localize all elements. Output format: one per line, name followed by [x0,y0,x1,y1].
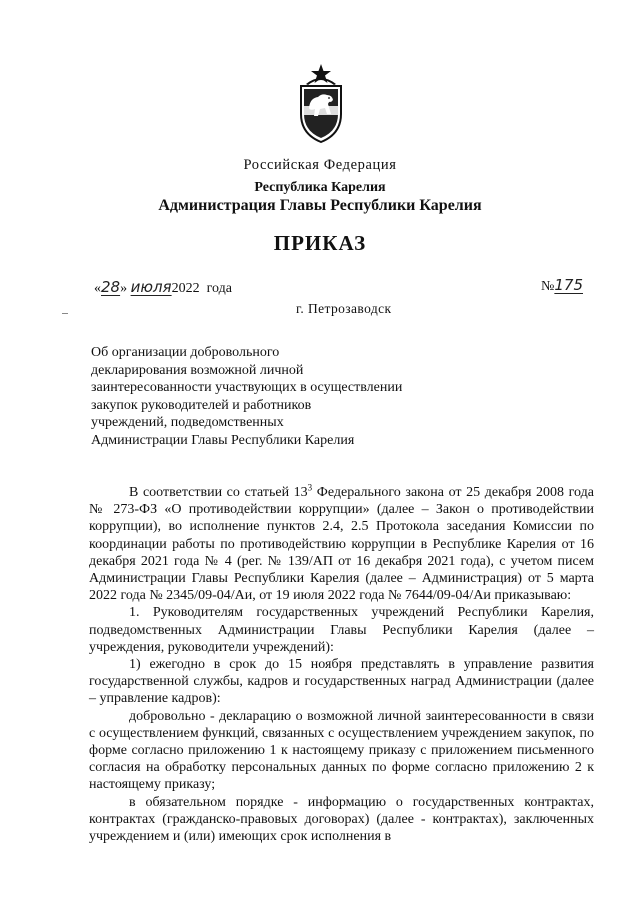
document-date [94,278,232,297]
karelia-coat-of-arms-emblem [296,62,346,144]
country-title: Российская Федерация [243,157,397,173]
paragraph-item-1: 1. Руководителям государственных учреждений Республики Карелия, подведомственных Администрации Главы Республики Карелия (далее – учреждения, руководители учреждений): [89,605,594,655]
date-year: 2022 [171,281,200,296]
document-number [541,276,583,295]
document-body [89,484,594,845]
administration-title: Администрация Главы Республики Карелия [158,197,482,214]
date-month-handwritten: июля [130,278,172,296]
document-city: г. Петрозаводск [296,301,392,316]
subject-line: учреждений, подведомственных [91,415,284,431]
subject-line: заинтересованности участвующих в осуществлении [91,380,403,396]
paragraph-mandatory-info: в обязательном порядке - информацию о государственных контрактах, контрактах (гражданско-правовых договорах) (далее - контрактах), заключенных учреждением и (или) имеющих срок исполнения в [89,794,594,845]
number-value-handwritten: 175 [554,276,583,294]
article-superscript: 3 [307,482,313,493]
republic-title: Республика Карелия [254,180,386,195]
paragraph-preamble [89,484,594,604]
document-subject [91,344,471,450]
preamble-text-rest: Федерального закона от 25 декабря 2008 года № 273-ФЗ «О противодействии коррупции» (далее – Закон о противодействии коррупции), во исполнение пунктов 2.4, 2.5 Протокола заседания Комиссии по координации работы по противодействию коррупции в Республике Карелия от 16 декабря 2021 года № 4 (рег. № 139/АП от 16 декабря 2021 года), с учетом писем Администрации Главы Республики Карелия (далее – Администрация) от 5 марта 2022 года № 2345/09-04/Аи, от 19 июля 2022 года № 7644/09-04/Аи приказываю: [89,485,594,604]
document-type-heading: ПРИКАЗ [273,231,367,255]
margin-mark [62,313,68,314]
subject-line: Администрации Главы Республики Карелия [91,432,355,448]
star-icon [306,64,336,85]
subject-line: закупок руководителей и работников [91,397,312,413]
date-close-quote: » [120,281,128,296]
date-suffix: года [206,281,232,296]
preamble-text-start: В соответствии со статьей 13 [129,485,308,500]
number-label: № [541,279,555,294]
date-day-handwritten: 28 [101,278,121,296]
subject-line: Об организации добровольного [91,345,280,360]
paragraph-voluntary-declaration: добровольно - декларацию о возможной личной заинтересованности в связи с осуществлением функций, связанных с осуществлением учреждением закупок, по форме согласно приложению 1 к настоящему приказу с приложением письменного согласия на обработку персональных данных по форме согласно приложению 2 к настоящему приказу; [89,708,594,793]
paragraph-subitem-1: 1) ежегодно в срок до 15 ноября представлять в управление развития государственной службы, кадров и государственных наград Администрации (далее – управление кадров): [89,657,594,707]
subject-line: декларирования возможной личной [91,362,304,378]
date-open-quote: « [94,281,101,296]
